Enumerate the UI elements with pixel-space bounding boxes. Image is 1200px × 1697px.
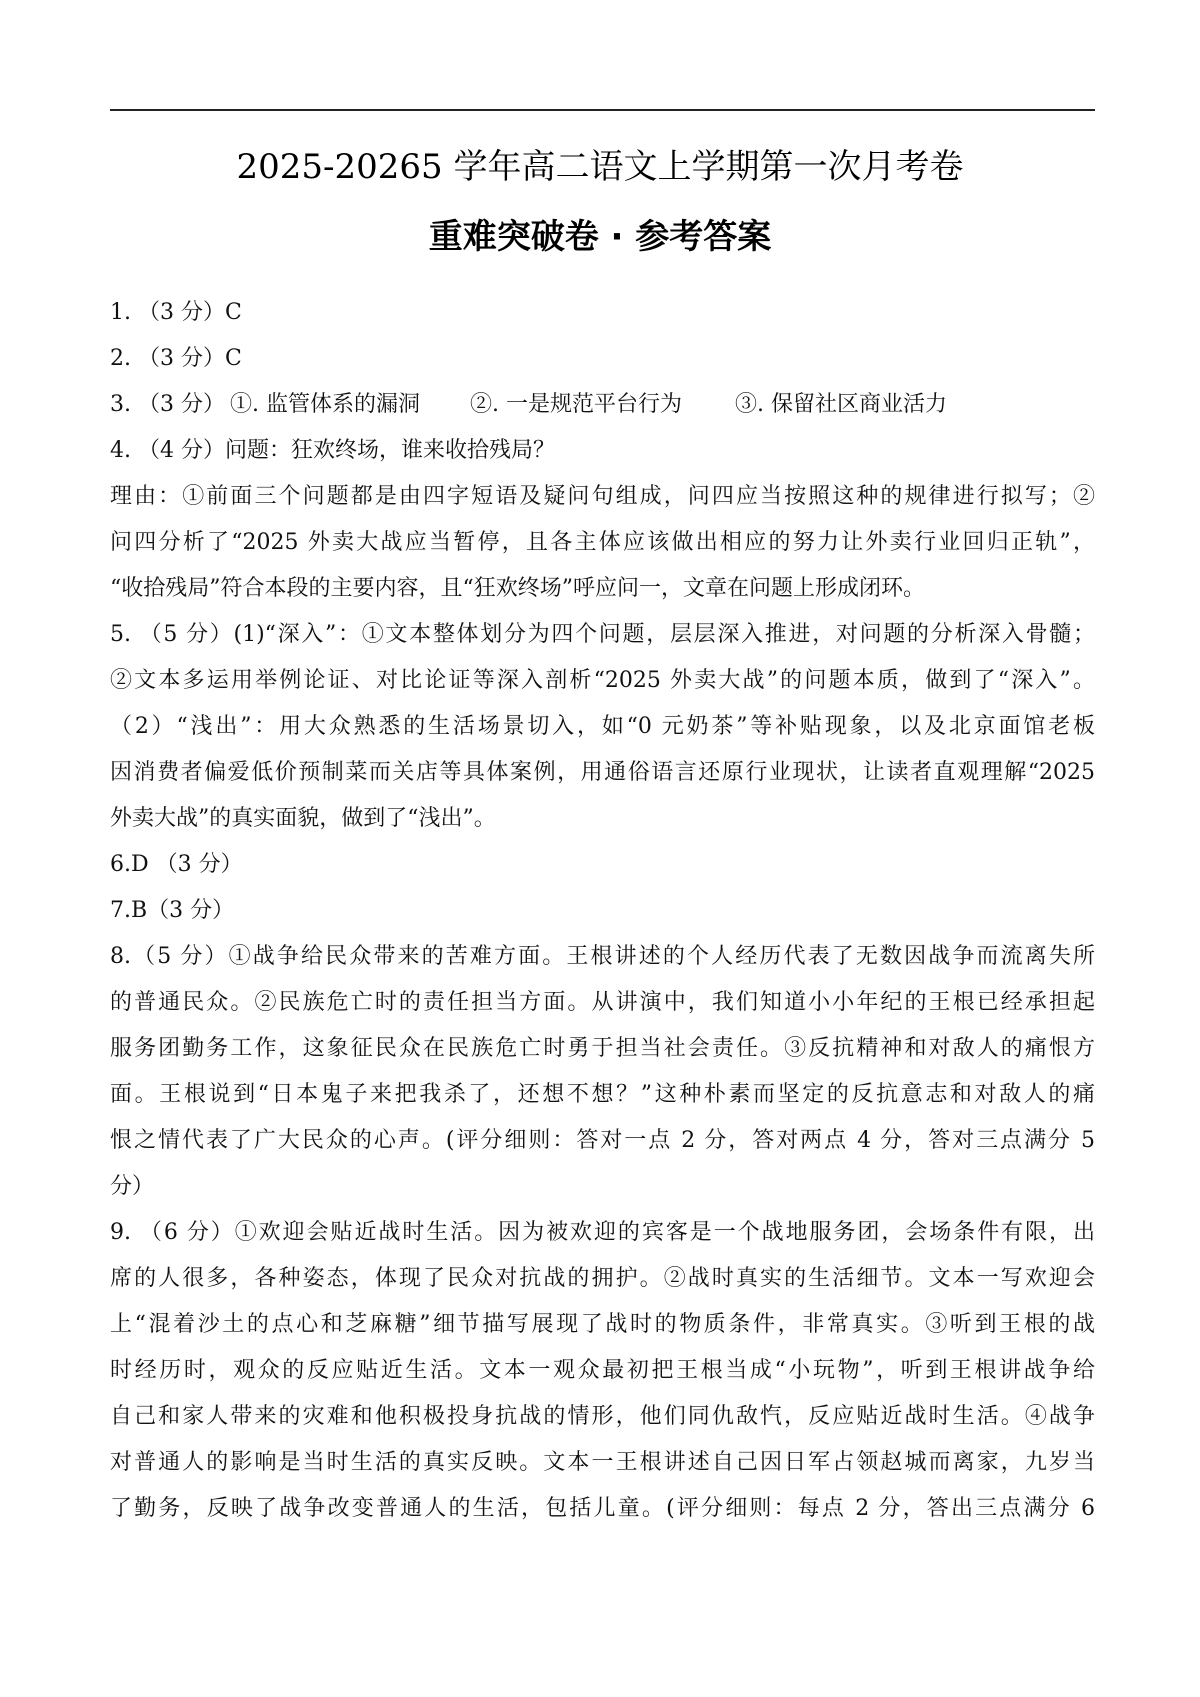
answer-q8-line: 8.（5 分）①战争给民众带来的苦难方面。王根讲述的个人经历代表了无数因战争而流离失所: [110, 944, 1095, 969]
answer-q3-item-3: ③. 保留社区商业活力: [735, 392, 947, 417]
answer-q2: 2. （3 分）C: [110, 346, 242, 371]
answer-q7: 7.B（3 分）: [110, 898, 235, 923]
answer-q5-line: 因消费者偏爱低价预制菜而关店等具体案例，用通俗语言还原行业现状，让读者直观理解“2025: [110, 760, 1095, 785]
answer-q5-line: （2）“浅出”：用大众熟悉的生活场景切入，如“0 元奶茶”等补贴现象，以及北京面馆老板: [110, 714, 1095, 739]
answer-q9-line: 9. （6 分）①欢迎会贴近战时生活。因为被欢迎的宾客是一个战地服务团，会场条件有限，出: [110, 1220, 1095, 1245]
answer-q5-line: 5. （5 分）(1)“深入”：①文本整体划分为四个问题，层层深入推进，对问题的分析深入骨髓；: [110, 622, 1095, 647]
answer-q9-line: 自己和家人带来的灾难和他积极投身抗战的情形，他们同仇敌忾，反应贴近战时生活。④战争: [110, 1404, 1095, 1429]
answer-q4-line: 问四分析了“2025 外卖大战应当暂停，且各主体应该做出相应的努力让外卖行业回归正轨”，: [110, 530, 1095, 555]
answer-q9-line: 时经历时，观众的反应贴近生活。文本一观众最初把王根当成“小玩物”，听到王根讲战争给: [110, 1358, 1095, 1383]
answer-q9-line: 对普通人的影响是当时生活的真实反映。文本一王根讲述自己因日军占领赵城而离家，九岁当: [110, 1450, 1095, 1475]
answer-q3: [110, 382, 1095, 428]
answer-q4-line: 理由：①前面三个问题都是由四字短语及疑问句组成，问四应当按照这种的规律进行拟写；②: [110, 484, 1095, 509]
answer-q4-line: 4. （4 分）问题：狂欢终场，谁来收拾残局？: [110, 438, 555, 463]
answer-q8-line: 分）: [110, 1174, 155, 1199]
answer-q9-line: 席的人很多，各种姿态，体现了民众对抗战的拥护。②战时真实的生活细节。文本一写欢迎会: [110, 1266, 1095, 1291]
page-title: 2025-20265 学年高二语文上学期第一次月考卷: [236, 147, 964, 187]
top-rule-divider: [110, 109, 1095, 111]
answer-q3-prefix: 3. （3 分）: [110, 392, 225, 417]
answer-list: [110, 290, 1095, 1532]
page-subtitle: 重难突破卷 · 参考答案: [428, 217, 772, 257]
answer-q8-line: 服务团勤务工作，这象征民众在民族危亡时勇于担当社会责任。③反抗精神和对敌人的痛恨方: [110, 1036, 1095, 1061]
answer-q9-line: 了勤务，反映了战争改变普通人的生活，包括儿童。(评分细则：每点 2 分，答出三点满分 6: [110, 1496, 1095, 1521]
answer-q3-item-1: ①. 监管体系的漏洞: [230, 392, 420, 417]
answer-q4-line: “收拾残局”符合本段的主要内容，且“狂欢终场”呼应问一，文章在问题上形成闭环。: [110, 576, 925, 601]
answer-q5-line: ②文本多运用举例论证、对比论证等深入剖析“2025 外卖大战”的问题本质，做到了“深入”。: [110, 668, 1095, 693]
answer-q8-line: 的普通民众。②民族危亡时的责任担当方面。从讲演中，我们知道小小年纪的王根已经承担起: [110, 990, 1095, 1015]
answer-q9-line: 上“混着沙土的点心和芝麻糖”细节描写展现了战时的物质条件，非常真实。③听到王根的战: [110, 1312, 1095, 1337]
answer-q5-line: 外卖大战”的真实面貌，做到了“浅出”。: [110, 806, 496, 831]
answer-q8-line: 面。王根说到“日本鬼子来把我杀了，还想不想？”这种朴素而坚定的反抗意志和对敌人的痛: [110, 1082, 1095, 1107]
answer-q6: 6.D （3 分）: [110, 852, 243, 877]
answer-q3-item-2: ②. 一是规范平台行为: [470, 392, 682, 417]
answer-q8-line: 恨之情代表了广大民众的心声。(评分细则：答对一点 2 分，答对两点 4 分，答对三点满分 5: [110, 1128, 1095, 1153]
answer-q1: 1. （3 分）C: [110, 300, 242, 325]
